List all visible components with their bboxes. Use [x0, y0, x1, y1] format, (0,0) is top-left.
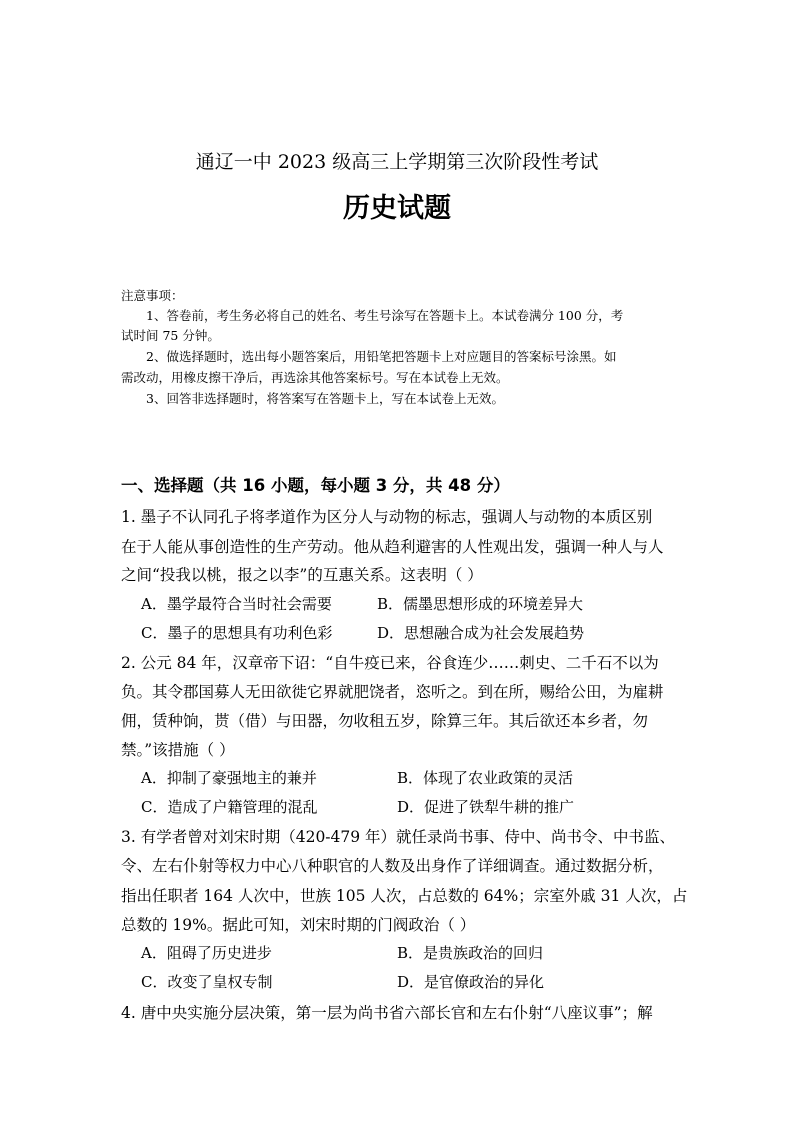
option-c: C．改变了皇权专制: [141, 973, 273, 991]
question-line: 在于人能从事创造性的生产劳动。他从趋利避害的人性观出发，强调一种人与人: [121, 538, 664, 556]
option-d: D．思想融合成为社会发展趋势: [377, 624, 585, 642]
section-title: 一、选择题（共 16 小题，每小题 3 分，共 48 分）: [121, 476, 510, 495]
question-line: 3. 有学者曾对刘宋时期（420-479 年）就任录尚书事、侍中、尚书令、中书监、: [121, 828, 676, 846]
question-line: 2. 公元 84 年，汉章帝下诏：“自牛疫已来，谷食连少……刺史、二千石不以为: [121, 654, 659, 672]
option-d: D．促进了铁犁牛耕的推广: [397, 798, 575, 816]
question-line: 令、左右仆射等权力中心八种职官的人数及出身作了详细调查。通过数据分析，: [121, 857, 664, 875]
exam-title: 历史试题: [343, 193, 451, 224]
question-line: 佣，赁种饷，贳（借）与田器，勿收租五岁，除算三年。其后欲还本乡者，勿: [121, 712, 649, 730]
notice-item: 试时间 75 分钟。: [121, 328, 220, 343]
exam-header: 通辽一中 2023 级高三上学期第三次阶段性考试: [195, 151, 599, 173]
option-a: A．墨学最符合当时社会需要: [141, 595, 332, 613]
option-a: A．阻碍了历史进步: [141, 944, 272, 962]
question-line: 之间“投我以桃，报之以李”的互惠关系。这表明（ ）: [121, 566, 483, 584]
notice-item: 1、答卷前，考生务必将自己的姓名、考生号涂写在答题卡上。本试卷满分 100 分，考: [146, 308, 624, 323]
question-line: 禁。”该措施（ ）: [121, 741, 235, 759]
notice-item: 2、做选择题时，选出每小题答案后，用铅笔把答题卡上对应题目的答案标号涂黑。如: [146, 349, 617, 364]
option-c: C．造成了户籍管理的混乱: [141, 798, 318, 816]
notice-item: 3、回答非选择题时，将答案写在答题卡上，写在本试卷上无效。: [146, 391, 504, 406]
option-b: B．儒墨思想形成的环境差异大: [377, 595, 584, 613]
option-b: B．体现了农业政策的灵活: [397, 769, 574, 787]
question-line: 4. 唐中央实施分层决策，第一层为尚书省六部长官和左右仆射“八座议事”；解: [121, 1004, 653, 1022]
option-a: A．抑制了豪强地主的兼并: [141, 769, 317, 787]
notice-label: 注意事项：: [121, 288, 184, 303]
question-line: 负。其令郡国募人无田欲徙它界就肥饶者，恣听之。到在所，赐给公田，为雇耕: [121, 683, 664, 701]
option-c: C．墨子的思想具有功利色彩: [141, 624, 333, 642]
option-d: D．是官僚政治的异化: [397, 973, 545, 991]
question-line: 1. 墨子不认同孔子将孝道作为区分人与动物的标志，强调人与动物的本质区别: [121, 508, 653, 526]
question-line: 总数的 19%。据此可知，刘宋时期的门阀政治（ ）: [121, 916, 476, 934]
option-b: B．是贵族政治的回归: [397, 944, 544, 962]
notice-item: 需改动，用橡皮擦干净后，再选涂其他答案标号。写在本试卷上无效。: [121, 370, 509, 385]
question-line: 指出任职者 164 人次中，世族 105 人次，占总数的 64%；宗室外戚 31 人次，占: [121, 887, 688, 905]
